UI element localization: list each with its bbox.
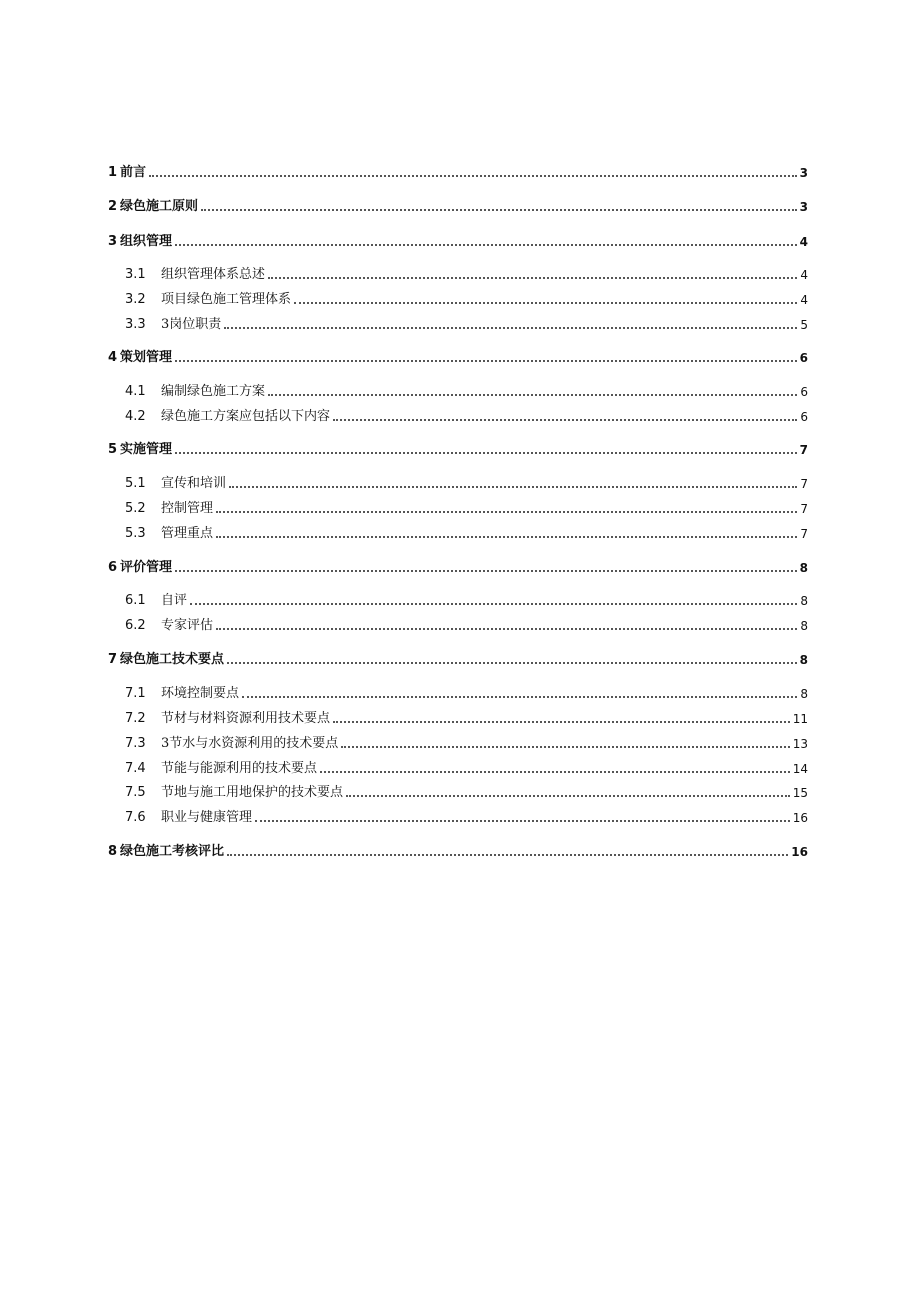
dot-leader [175, 360, 797, 362]
toc-entry-title: 3节水与水资源利用的技术要点 [161, 736, 339, 751]
dot-leader [268, 277, 797, 279]
toc-entry-title: 节能与能源利用的技术要点 [161, 761, 318, 776]
toc-entry-title: 组织管理体系总述 [161, 267, 266, 282]
toc-entry[interactable] [125, 472, 808, 492]
toc-entry[interactable] [108, 230, 808, 250]
toc-entry-title: 项目绿色施工管理体系 [161, 292, 292, 307]
toc-entry-page-number: 7 [799, 443, 808, 457]
toc-entry-number: 5.1 [125, 476, 146, 491]
dot-leader [320, 771, 790, 773]
toc-entry-title: 绿色施工方案应包括以下内容 [161, 409, 331, 424]
toc-entry-number: 6.2 [125, 618, 146, 633]
toc-entry-number: 3 [108, 234, 118, 249]
dot-leader [227, 854, 788, 856]
dot-leader [216, 536, 797, 538]
toc-entry[interactable] [125, 707, 808, 727]
toc-entry[interactable] [125, 380, 808, 400]
toc-entry[interactable] [125, 757, 808, 777]
toc-entry[interactable] [108, 161, 808, 181]
toc-entry-title: 绿色施工考核评比 [120, 844, 225, 859]
dot-leader [268, 394, 797, 396]
dot-leader [149, 175, 797, 177]
toc-entry-page-number: 6 [800, 385, 808, 399]
toc-entry-page-number: 11 [792, 712, 808, 726]
toc-entry-page-number: 6 [799, 351, 808, 365]
toc-entry-number: 7.4 [125, 761, 146, 776]
toc-entry-page-number: 8 [800, 687, 808, 701]
dot-leader [341, 746, 789, 748]
toc-entry[interactable] [125, 589, 808, 609]
toc-entry-page-number: 15 [792, 786, 808, 800]
dot-leader [333, 419, 797, 421]
toc-entry-title: 节材与材料资源利用技术要点 [161, 711, 331, 726]
toc-entry-page-number: 8 [800, 619, 808, 633]
toc-entry[interactable] [108, 648, 808, 668]
toc-entry-page-number: 13 [792, 737, 808, 751]
dot-leader [175, 570, 797, 572]
toc-entry-number: 3.3 [125, 317, 146, 332]
toc-entry[interactable] [125, 263, 808, 283]
toc-entry[interactable] [125, 288, 808, 308]
toc-entry-title: 编制绿色施工方案 [161, 384, 266, 399]
toc-entry-title: 3岗位职责 [161, 317, 222, 332]
toc-entry-number: 8 [108, 844, 118, 859]
toc-entry-title: 环境控制要点 [161, 686, 240, 701]
dot-leader [294, 302, 797, 304]
toc-entry[interactable] [125, 313, 808, 333]
toc-entry-title: 前言 [120, 165, 147, 180]
toc-entry-page-number: 7 [800, 477, 808, 491]
dot-leader [190, 603, 797, 605]
toc-entry-title: 专家评估 [161, 618, 214, 633]
toc-entry-page-number: 8 [800, 594, 808, 608]
toc-entry-page-number: 4 [800, 293, 808, 307]
toc-entry-page-number: 8 [799, 561, 808, 575]
toc-entry-number: 7.5 [125, 785, 146, 800]
toc-entry-number: 5.3 [125, 526, 146, 541]
toc-entry-page-number: 8 [799, 653, 808, 667]
toc-entry-title: 职业与健康管理 [161, 810, 253, 825]
toc-entry-number: 1 [108, 165, 118, 180]
toc-entry-page-number: 4 [799, 235, 808, 249]
toc-entry-title: 自评 [161, 593, 188, 608]
toc-entry[interactable] [108, 840, 808, 860]
dot-leader [346, 795, 790, 797]
toc-entry-title: 绿色施工技术要点 [120, 652, 225, 667]
toc-entry-number: 7 [108, 652, 118, 667]
toc-entry-number: 3.2 [125, 292, 146, 307]
toc-entry-number: 5.2 [125, 501, 146, 516]
toc-entry-page-number: 7 [800, 502, 808, 516]
toc-entry-number: 6.1 [125, 593, 146, 608]
toc-entry-title: 评价管理 [120, 560, 173, 575]
toc-entry-page-number: 3 [799, 166, 808, 180]
dot-leader [224, 327, 797, 329]
dot-leader [216, 628, 797, 630]
toc-entry-page-number: 6 [800, 410, 808, 424]
dot-leader [201, 209, 797, 211]
toc-entry-page-number: 3 [799, 200, 808, 214]
toc-entry-page-number: 4 [800, 268, 808, 282]
toc-entry[interactable] [108, 556, 808, 576]
toc-entry-page-number: 7 [800, 527, 808, 541]
toc-entry[interactable] [108, 438, 808, 458]
toc-entry-title: 策划管理 [120, 350, 173, 365]
toc-entry-page-number: 5 [800, 318, 808, 332]
toc-entry[interactable] [125, 806, 808, 826]
dot-leader [175, 244, 797, 246]
toc-entry-page-number: 14 [792, 762, 808, 776]
toc-entry-number: 5 [108, 442, 118, 457]
toc-entry-number: 6 [108, 560, 118, 575]
dot-leader [227, 662, 797, 664]
toc-entry-number: 4 [108, 350, 118, 365]
toc-entry-title: 实施管理 [120, 442, 173, 457]
toc-entry[interactable] [125, 732, 808, 752]
toc-entry[interactable] [125, 781, 808, 801]
toc-entry[interactable] [125, 497, 808, 517]
dot-leader [333, 721, 790, 723]
toc-entry-number: 2 [108, 199, 118, 214]
toc-entry-title: 宣传和培训 [161, 476, 227, 491]
toc-entry[interactable] [125, 522, 808, 542]
toc-entry-title: 绿色施工原则 [120, 199, 199, 214]
toc-entry-number: 4.1 [125, 384, 146, 399]
toc-entry-title: 控制管理 [161, 501, 214, 516]
dot-leader [255, 820, 790, 822]
dot-leader [229, 486, 797, 488]
dot-leader [242, 696, 797, 698]
dot-leader [175, 452, 797, 454]
toc-entry[interactable] [108, 346, 808, 366]
toc-entry-number: 7.2 [125, 711, 146, 726]
toc-entry-number: 7.1 [125, 686, 146, 701]
toc-entry-title: 组织管理 [120, 234, 173, 249]
toc-entry-number: 4.2 [125, 409, 146, 424]
toc-entry-title: 管理重点 [161, 526, 214, 541]
toc-entry-number: 7.6 [125, 810, 146, 825]
toc-entry[interactable] [125, 614, 808, 634]
toc-entry[interactable] [108, 195, 808, 215]
dot-leader [216, 511, 797, 513]
toc-entry-page-number: 16 [792, 811, 808, 825]
toc-entry[interactable] [125, 405, 808, 425]
toc-entry-page-number: 16 [791, 845, 808, 859]
toc-entry-title: 节地与施工用地保护的技术要点 [161, 785, 344, 800]
toc-entry-number: 7.3 [125, 736, 146, 751]
toc-entry-number: 3.1 [125, 267, 146, 282]
toc-entry[interactable] [125, 682, 808, 702]
